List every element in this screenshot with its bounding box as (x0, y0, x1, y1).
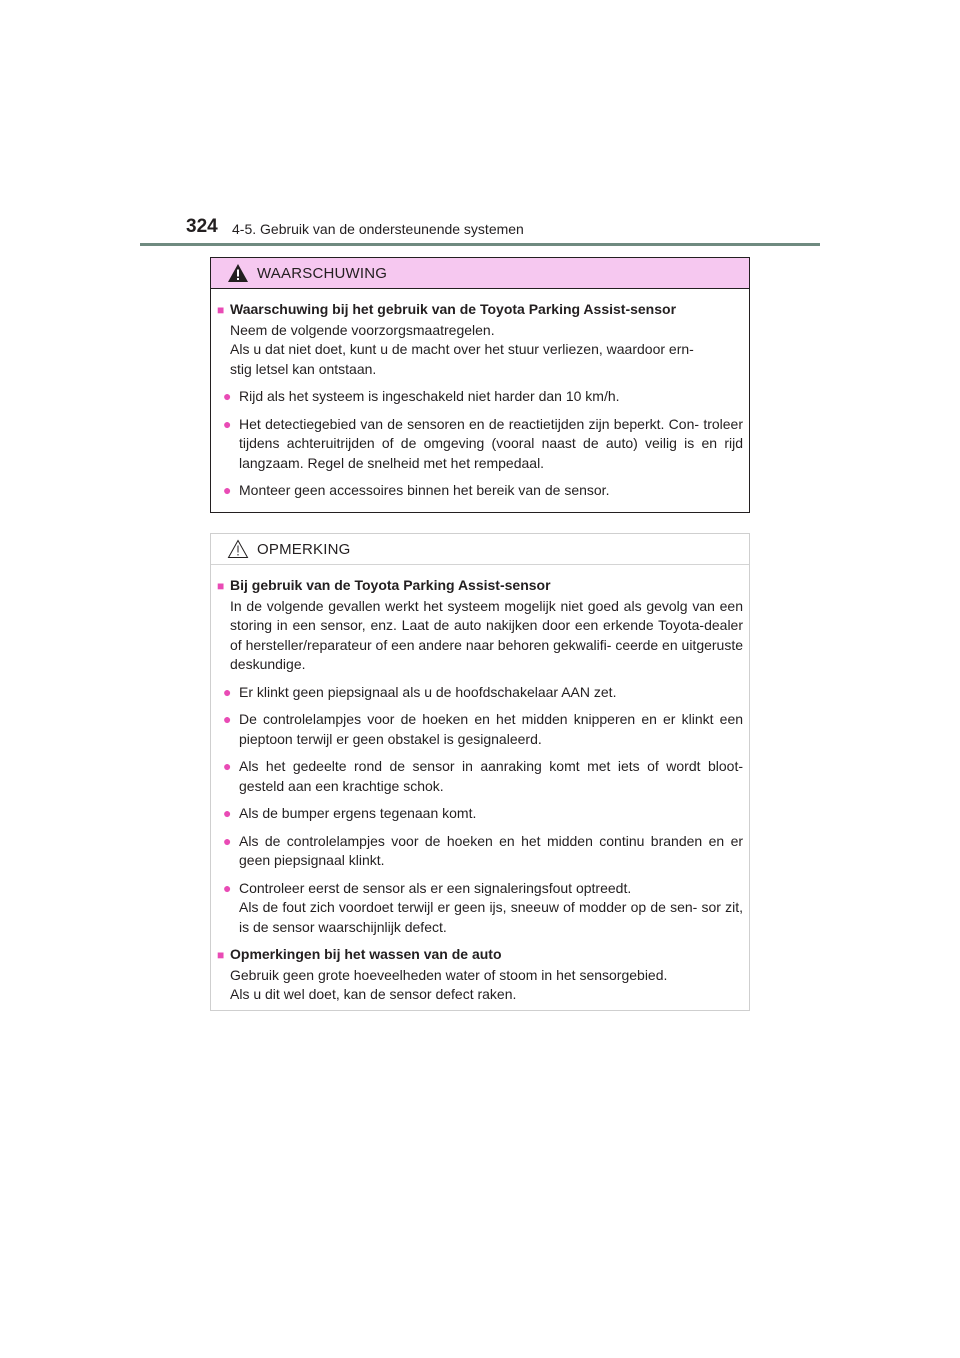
bullet-text (239, 804, 743, 824)
line: een pieptoon terwijl er geen obstakel is gesignaleerd. (239, 711, 744, 747)
notice-bullet (217, 710, 743, 749)
notice-title: OPMERKING (257, 540, 351, 558)
notice-bullet (217, 832, 743, 871)
line: Het detectiegebied van de sensoren en de reactietijden zijn beperkt. Con- (239, 415, 700, 432)
line: van een storing in een sensor, enz. Laat de auto nakijken door een erkende (230, 597, 743, 633)
notice-header (211, 534, 749, 565)
line: In de volgende gevallen werkt het systeem mogelijk niet goed als gevolg (230, 597, 688, 614)
notice-intro (217, 966, 743, 1005)
warning-content (211, 289, 749, 501)
warning-subheading (217, 300, 743, 321)
warning-header (211, 258, 749, 289)
warning-subheading-text: Waarschuwing bij het gebruik van de Toyota Parking Assist-sensor (230, 301, 677, 317)
circle-bullet-icon: ● (223, 758, 232, 774)
bullet-text (239, 757, 743, 796)
warning-title: WAARSCHUWING (257, 264, 388, 282)
line: De controlelampjes voor de hoeken en het midden knipperen en er klinkt (239, 711, 714, 727)
line: Als het gedeelte rond de sensor in aanraking komt met iets of wordt bloot- (239, 758, 743, 774)
notice-bullet (217, 757, 743, 796)
circle-bullet-icon: ● (223, 482, 232, 498)
circle-bullet-icon: ● (223, 388, 232, 404)
line: Als u dit wel doet, kan de sensor defect raken. (230, 986, 517, 1002)
notice-subheading-text: Opmerkingen bij het wassen van de auto (230, 946, 502, 962)
square-bullet-icon: ■ (217, 303, 225, 317)
bullet-text (239, 879, 743, 938)
square-bullet-icon: ■ (217, 948, 225, 962)
circle-bullet-icon: ● (223, 879, 232, 896)
line: er geen piepsignaal klinkt. (239, 832, 744, 868)
square-bullet-icon: ■ (217, 579, 225, 593)
line: Controleer eerst de sensor als er een signaleringsfout optreedt. (239, 879, 632, 896)
line: Neem de volgende voorzorgsmaatregelen. (230, 321, 495, 338)
header-rule (140, 243, 820, 246)
bullet-text (239, 415, 743, 474)
line: stig letsel kan ontstaan. (230, 360, 377, 377)
line: Er klinkt geen piepsignaal als u de hoofdschakelaar AAN zet. (239, 683, 617, 700)
notice-triangle-outline-icon (227, 539, 249, 559)
bullet-text (239, 832, 743, 871)
notice-bullet (217, 804, 743, 824)
bullet-text (239, 387, 743, 407)
line: gesteld aan een krachtige schok. (239, 777, 444, 794)
line: Als u dat niet doet, kunt u de macht over het stuur verliezen, waardoor ern- (230, 341, 694, 357)
notice-bullet (217, 879, 743, 938)
warning-intro (217, 321, 743, 380)
notice-bullet (217, 683, 743, 703)
notice-box (210, 533, 750, 1011)
bullet-text (239, 710, 743, 749)
page-number: 324 (186, 216, 218, 237)
notice-subheading (217, 576, 743, 597)
notice-subheading (217, 945, 743, 966)
line: Toyota-dealer of hersteller/reparateur of een andere naar behoren gekwalifi- (230, 617, 743, 653)
warning-triangle-filled-icon (227, 263, 249, 283)
bullet-text (239, 481, 743, 501)
line: ceerde en uitgeruste deskundige. (230, 636, 744, 672)
circle-bullet-icon: ● (223, 832, 232, 849)
line: Monteer geen accessoires binnen het bereik van de sensor. (239, 482, 610, 498)
bullet-text (239, 683, 743, 703)
circle-bullet-icon: ● (223, 415, 232, 432)
line: Gebruik geen grote hoeveelheden water of stoom in het sensorgebied. (230, 966, 668, 983)
notice-intro (217, 597, 743, 675)
notice-subheading-text: Bij gebruik van de Toyota Parking Assist-sensor (230, 577, 551, 593)
circle-bullet-icon: ● (223, 805, 232, 821)
warning-bullet (217, 415, 743, 474)
warning-bullet (217, 387, 743, 407)
section-title: 4-5. Gebruik van de ondersteunende systemen (232, 221, 524, 237)
line: Als de bumper ergens tegenaan komt. (239, 805, 477, 821)
line: Als de fout zich voordoet terwijl er geen ijs, sneeuw of modder op de sen- (239, 899, 698, 915)
notice-content (211, 565, 749, 1005)
line: troleer tijdens achteruitrijden of de omgeving (vooral naast de auto) veilig (239, 415, 743, 451)
warning-bullet (217, 481, 743, 501)
warning-box (210, 257, 750, 513)
line: sor zit, is de sensor waarschijnlijk defect. (239, 899, 744, 935)
circle-bullet-icon: ● (223, 683, 232, 700)
line: Als de controlelampjes voor de hoeken en het midden continu branden en (239, 832, 725, 849)
circle-bullet-icon: ● (223, 711, 232, 727)
line: is en rijd langzaam. Regel de snelheid met het rempedaal. (239, 435, 743, 471)
line: Rijd als het systeem is ingeschakeld niet harder dan 10 km/h. (239, 388, 620, 404)
